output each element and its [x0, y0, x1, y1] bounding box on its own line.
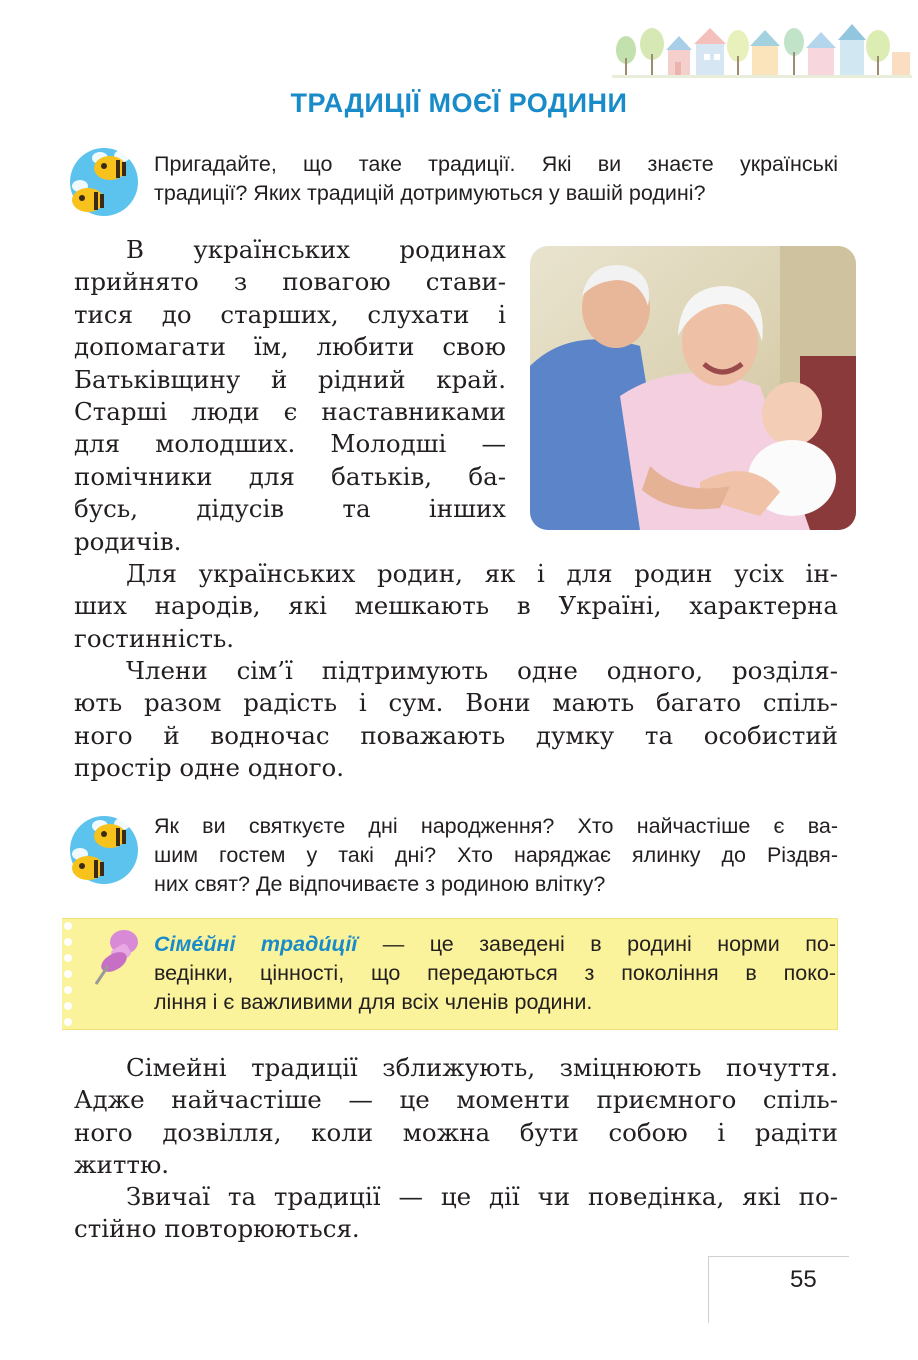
text-line: ного дозвілля, коли можна бути собою і радіти — [74, 1117, 838, 1147]
text-line: бусь, дідусів та інших — [74, 494, 506, 524]
paragraph-4 — [74, 1052, 838, 1182]
text-line: Звичаї та традиції — це дії чи поведінка, які по- — [126, 1182, 838, 1211]
text-line: Сімейні традиції зближують, зміцнюють почуття. — [126, 1053, 838, 1082]
definition-line: ління і є важливими для всіх членів родини. — [154, 990, 593, 1014]
text-line: Члени сім’ї підтримують одне одного, розділя- — [126, 656, 838, 685]
text-line: простір одне одного. — [74, 753, 345, 783]
text-line: гостинність. — [74, 623, 235, 653]
bees-icon — [60, 142, 146, 220]
question-line: шим гостем у такі дні? Хто наряджає ялинку до Різдвя- — [154, 843, 838, 867]
text-line: Для українських родин, як і для родин усіх ін- — [126, 559, 838, 588]
question-line: Пригадайте, що таке традиції. Які ви знаєте українські — [154, 152, 838, 176]
page-number-box — [708, 1256, 849, 1323]
question-line: Як ви святкуєте дні народження? Хто найчастіше є ва- — [154, 814, 838, 838]
text-line: Батьківщину й рідний край. — [74, 364, 506, 394]
question-line: них свят? Де відпочиваєте з родиною влітку? — [154, 872, 606, 896]
family-photo — [530, 246, 856, 530]
text-line: для молодших. Молодші — — [74, 429, 506, 459]
text-line: родичів. — [74, 526, 182, 556]
text-line: Адже найчастіше — це моменти приємного спіль- — [74, 1085, 838, 1115]
pushpin-icon — [92, 926, 146, 986]
definition-text — [154, 930, 836, 1017]
page-title: ТРАДИЦІЇ МОЄЇ РОДИНИ — [290, 88, 628, 118]
definition-line — [154, 930, 836, 959]
definition-term: Сіме́йні тради́ції — [154, 932, 358, 956]
text-line: ють разом радість і сум. Вони мають багато спіль- — [74, 688, 838, 718]
text-line: життю. — [74, 1150, 170, 1180]
question-line: традиції? Яких традицій дотримуються у вашій родині? — [154, 181, 706, 205]
paragraph-5 — [74, 1181, 838, 1246]
text-line: В українських родинах — [126, 235, 506, 264]
question-2 — [154, 812, 838, 899]
houses-decoration — [612, 20, 912, 82]
definition-line: ведінки, цінності, що передаються з покоління в поко- — [154, 961, 836, 985]
text-line: допомагати їм, любити свою — [74, 332, 506, 362]
text-line: ного й водночас поважають думку та особистий — [74, 720, 838, 750]
text-line: помічники для батьків, ба- — [74, 461, 506, 491]
definition-line-rest: — це заведені в родині норми по- — [357, 932, 836, 956]
bees-icon — [60, 810, 146, 888]
question-1 — [154, 150, 838, 208]
paragraph-2 — [74, 558, 838, 655]
paragraph-1 — [74, 234, 506, 558]
page-number: 55 — [790, 1266, 817, 1293]
text-line: тися до старших, слухати і — [74, 299, 506, 329]
paragraph-3 — [74, 655, 838, 785]
text-line: ших народів, які мешкають в Україні, характерна — [74, 591, 838, 621]
text-line: прийнято з повагою стави- — [74, 267, 506, 297]
text-line: стійно повторюються. — [74, 1214, 360, 1244]
text-line: Старші люди є наставниками — [74, 397, 506, 427]
